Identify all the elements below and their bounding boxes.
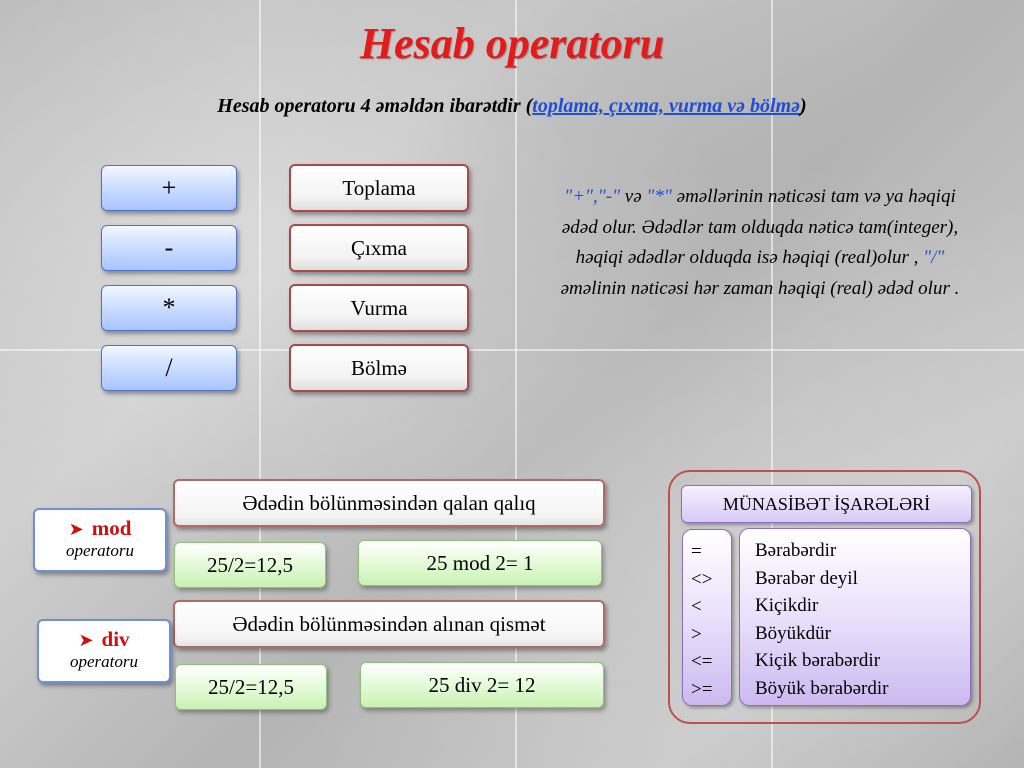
operator-divide-box: /	[101, 345, 237, 391]
quote-multiply: "*"	[646, 186, 672, 207]
operator-name-vurma: Vurma	[289, 284, 469, 332]
div-example-result: 25 div 2= 12	[360, 662, 604, 708]
relation-meaning: Böyük bərabərdir	[755, 677, 889, 699]
mod-label-box	[33, 508, 167, 572]
relation-meaning: Böyükdür	[755, 622, 831, 644]
div-label-text: operatoru	[70, 652, 138, 671]
operator-name-toplama: Toplama	[289, 164, 469, 212]
div-keyword: div	[101, 627, 130, 651]
relation-symbol: >=	[691, 678, 713, 700]
mod-example-result: 25 mod 2= 1	[358, 540, 602, 586]
relations-symbols-column	[682, 529, 732, 706]
relation-symbol: =	[691, 541, 702, 562]
relation-symbol: <	[691, 596, 702, 617]
relation-meaning: Bərabər deyil	[755, 567, 858, 589]
mod-keyword: mod	[91, 516, 132, 540]
operator-minus-box: -	[101, 225, 237, 271]
subtitle-suffix: )	[800, 95, 807, 117]
subtitle-link[interactable]: toplama, çıxma, vurma və bölmə	[532, 95, 801, 117]
page-subtitle	[0, 95, 1024, 118]
mod-description-box: Ədədin bölünməsindən qalan qalıq	[173, 479, 605, 527]
div-example-division: 25/2=12,5	[175, 664, 327, 710]
result-type-paragraph	[555, 182, 965, 304]
div-description-box: Ədədin bölünməsindən alınan qismət	[173, 600, 605, 648]
quote-divide: "/"	[923, 247, 945, 268]
arrow-bullet-icon: ➤	[68, 519, 84, 539]
relation-meaning: Bərabərdir	[755, 540, 837, 561]
operator-multiply-box: *	[101, 285, 237, 331]
relation-symbol: <=	[691, 651, 713, 672]
operator-name-bolme: Bölmə	[289, 344, 469, 392]
arrow-bullet-icon: ➤	[78, 630, 94, 650]
relation-meaning: Kiçikdir	[755, 595, 819, 616]
subtitle-prefix: Hesab operatoru 4 əməldən ibarətdir (	[217, 95, 533, 117]
relations-meanings-column	[739, 528, 971, 706]
mod-example-division: 25/2=12,5	[174, 542, 326, 588]
operator-name-cixma: Çıxma	[289, 224, 469, 272]
page-title: Hesab operatoru	[359, 19, 665, 68]
paragraph-text-1: və	[620, 186, 647, 207]
operator-plus-box: +	[101, 165, 237, 211]
paragraph-text-2: əməllərinin nəticəsi tam və ya həqiqi ədəd olur. Ədədlər tam olduqda nəticə tam(integer), həqiqi ədədlər olduqda isə həqiqi (real)olur ,	[561, 186, 959, 268]
relations-heading: MÜNASİBƏT İŞARƏLƏRİ	[681, 485, 972, 523]
paragraph-text-3: əməlinin nəticəsi hər zaman həqiqi (real) ədəd olur .	[560, 277, 960, 299]
mod-label-text: operatoru	[66, 541, 134, 560]
relation-meaning: Kiçik bərabərdir	[755, 650, 881, 671]
div-label-box	[37, 619, 171, 683]
relation-symbol: <>	[691, 568, 713, 590]
quote-plus-minus: "+","-"	[564, 186, 621, 207]
relation-symbol: >	[691, 623, 702, 645]
